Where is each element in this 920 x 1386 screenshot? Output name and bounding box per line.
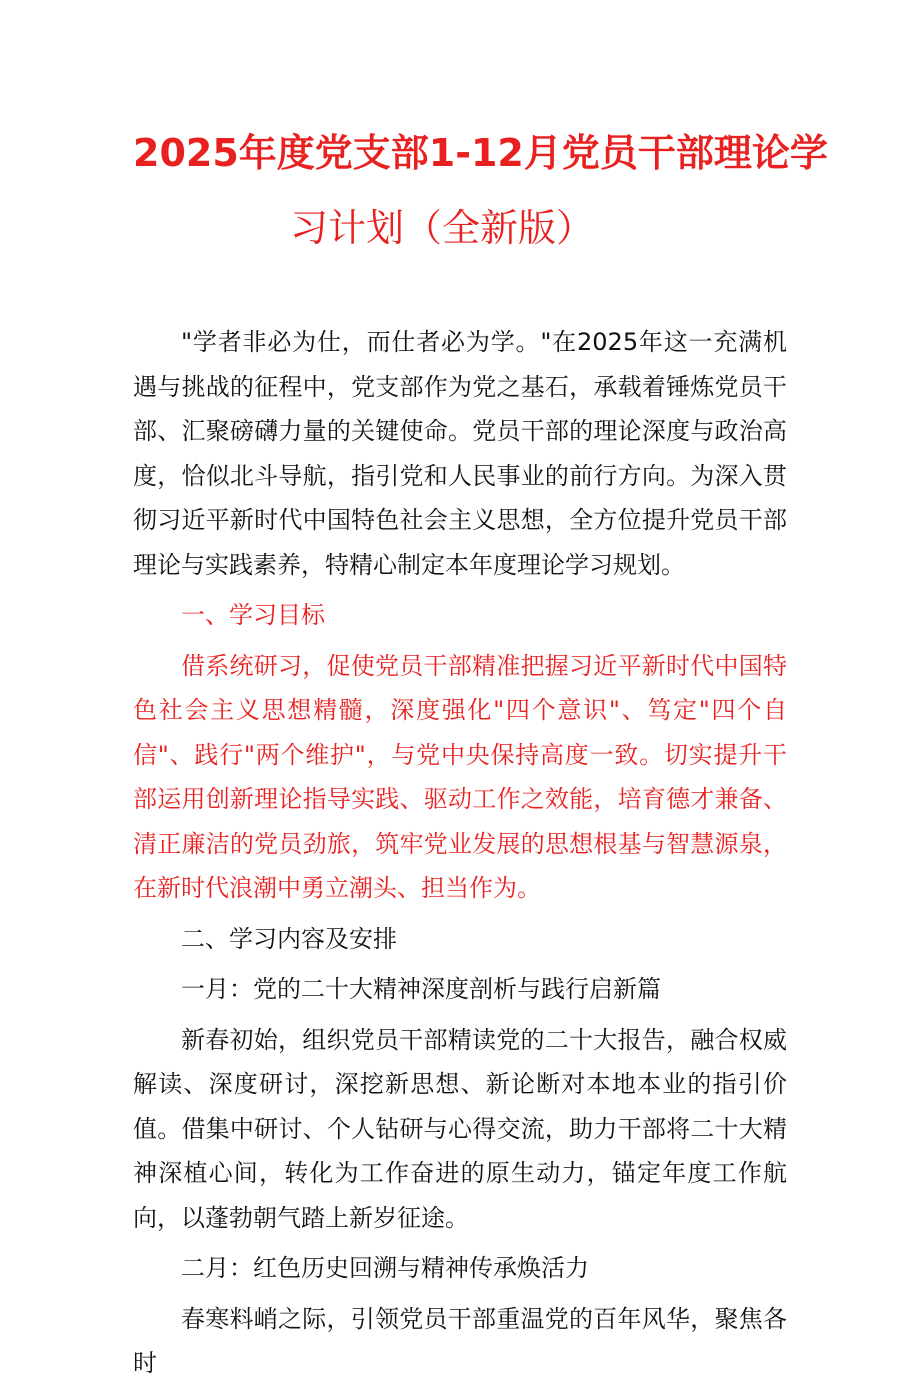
intro-paragraph: "学者非必为仕，而仕者必为学。"在2025年这一充满机遇与挑战的征程中，党支部作为党之基石，承载着锤炼党员干部、汇聚磅礴力量的关键使命。党员干部的理论深度与政治高度，恰似北斗导航，指引党和人民事业的前行方向。为深入贯彻习近平新时代中国特色社会主义思想，全方位提升党员干部理论与实践素养，特精心制定本年度理论学习规划。	[133, 328, 787, 579]
section-heading-content: 二、学习内容及安排	[181, 924, 397, 953]
document-body	[133, 320, 787, 1386]
section-heading-goals: 一、学习目标	[181, 601, 325, 629]
january-paragraph: 新春初始，组织党员干部精读党的二十大报告，融合权威解读、深度研讨，深挖新思想、新论断对本地本业的指引价值。借集中研讨、个人钻研与心得交流，助力干部将二十大精神深植心间，转化为工作奋进的原生动力，锚定年度工作航向，以蓬勃朝气踏上新岁征途。	[133, 1025, 787, 1232]
february-heading: 二月：红色历史回溯与精神传承焕活力	[181, 1254, 589, 1282]
goals-paragraph: 借系统研习，促使党员干部精准把握习近平新时代中国特色社会主义思想精髓，深度强化"四个意识"、笃定"四个自信"、践行"两个维护"，与党中央保持高度一致。切实提升干部运用创新理论指导实践、驱动工作之效能，培育德才兼备、清正廉洁的党员劲旅，筑牢党业发展的思想根基与智慧源泉，在新时代浪潮中勇立潮头、担当作为。	[133, 651, 787, 902]
february-paragraph: 春寒料峭之际，引领党员干部重温党的百年风华，聚焦各时	[133, 1304, 787, 1377]
document-title-line-2: 习计划（全新版）	[290, 206, 595, 250]
document-title-line-1: 2025年度党支部1-12月党员干部理论学	[133, 131, 828, 175]
january-heading: 一月：党的二十大精神深度剖析与践行启新篇	[181, 975, 661, 1003]
